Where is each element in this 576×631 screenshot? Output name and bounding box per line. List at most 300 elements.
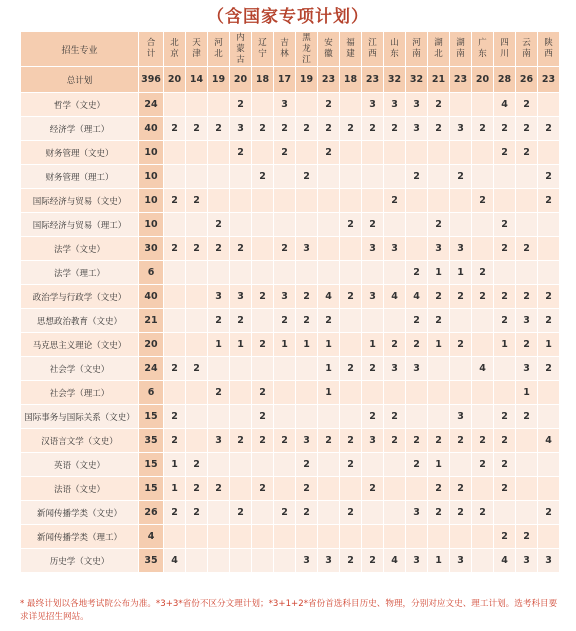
header-province-char: 京 [170,49,179,59]
quota-cell: 2 [472,117,494,141]
quota-cell [516,429,538,453]
quota-cell [538,525,560,549]
quota-cell [274,381,296,405]
quota-cell [208,93,230,117]
header-province [472,32,494,67]
quota-cell: 4 [406,285,428,309]
header-province-char: 内 [236,32,245,43]
header-province-char: 天 [192,38,201,48]
major-name: 国际经济与贸易（理工） [21,213,139,237]
quota-cell: 2 [494,285,516,309]
header-province-char: 江 [302,54,311,65]
quota-cell [296,141,318,165]
quota-cell [230,477,252,501]
row-total: 40 [139,117,164,141]
quota-cell [318,261,340,285]
quota-cell [516,261,538,285]
quota-cell: 2 [516,141,538,165]
quota-cell [516,213,538,237]
quota-cell: 2 [494,237,516,261]
quota-cell: 2 [164,117,186,141]
quota-cell: 2 [164,237,186,261]
quota-cell [230,549,252,573]
quota-cell: 2 [494,213,516,237]
quota-cell: 2 [230,93,252,117]
quota-cell: 4 [494,549,516,573]
quota-cell [406,477,428,501]
major-name: 国际经济与贸易（文史） [21,189,139,213]
quota-cell [230,405,252,429]
major-name: 新闻传播学类（文史） [21,501,139,525]
header-province-char: 南 [456,49,465,59]
quota-cell [340,165,362,189]
quota-cell [164,381,186,405]
quota-cell: 2 [230,237,252,261]
header-province-char: 建 [346,49,355,59]
quota-cell [538,477,560,501]
quota-cell: 2 [362,549,384,573]
quota-cell [164,141,186,165]
quota-cell: 17 [274,67,296,93]
quota-cell [164,165,186,189]
quota-cell [252,93,274,117]
quota-cell: 2 [274,429,296,453]
quota-cell [494,189,516,213]
quota-cell: 1 [538,333,560,357]
quota-cell: 3 [362,93,384,117]
quota-cell [428,141,450,165]
quota-cell [450,453,472,477]
quota-cell [472,381,494,405]
header-total-char: 合 [146,38,156,48]
quota-cell: 2 [450,285,472,309]
quota-cell: 2 [428,477,450,501]
quota-cell [516,453,538,477]
header-province [428,32,450,67]
quota-cell: 3 [362,429,384,453]
quota-cell: 2 [230,309,252,333]
header-province-char: 徽 [324,49,333,59]
quota-cell: 2 [296,309,318,333]
quota-cell: 2 [208,381,230,405]
quota-cell: 2 [538,285,560,309]
quota-cell [186,213,208,237]
quota-cell [230,189,252,213]
header-province-char: 川 [500,49,509,59]
quota-cell [296,261,318,285]
quota-cell [428,357,450,381]
quota-cell: 2 [362,117,384,141]
quota-cell [164,525,186,549]
quota-cell [450,141,472,165]
quota-cell [384,141,406,165]
header-province [296,32,318,67]
quota-cell [274,549,296,573]
quota-cell: 3 [274,93,296,117]
quota-cell [450,525,472,549]
quota-cell [472,333,494,357]
major-name: 历史学（文史） [21,549,139,573]
quota-cell [406,405,428,429]
quota-cell: 1 [362,333,384,357]
quota-cell [450,309,472,333]
quota-cell: 2 [494,429,516,453]
quota-cell [450,213,472,237]
quota-cell [318,525,340,549]
header-province [406,32,428,67]
quota-cell [340,405,362,429]
quota-cell: 2 [494,477,516,501]
quota-cell: 1 [318,357,340,381]
major-name: 法学（理工） [21,261,139,285]
quota-cell [472,405,494,429]
quota-cell [274,165,296,189]
quota-cell: 2 [538,501,560,525]
quota-cell: 2 [340,429,362,453]
quota-cell: 1 [208,333,230,357]
quota-cell [428,165,450,189]
quota-cell: 2 [406,309,428,333]
quota-cell: 20 [472,67,494,93]
table-row [21,501,560,525]
quota-cell [318,165,340,189]
header-province [164,32,186,67]
table-row [21,453,560,477]
quota-cell: 1 [428,261,450,285]
row-total: 30 [139,237,164,261]
quota-cell: 2 [384,189,406,213]
quota-cell: 2 [340,549,362,573]
quota-cell: 2 [186,117,208,141]
quota-cell: 2 [340,501,362,525]
table-row [21,165,560,189]
table-row [21,285,560,309]
quota-cell: 2 [472,453,494,477]
major-name: 经济学（理工） [21,117,139,141]
quota-cell [208,261,230,285]
table-row [21,549,560,573]
quota-cell: 23 [538,67,560,93]
quota-cell: 2 [274,309,296,333]
quota-cell: 20 [230,67,252,93]
quota-cell: 2 [362,357,384,381]
quota-cell: 2 [208,213,230,237]
quota-cell [362,525,384,549]
header-province-char: 蒙 [236,43,245,54]
major-name: 财务管理（理工） [21,165,139,189]
row-total: 21 [139,309,164,333]
quota-cell [384,165,406,189]
row-total: 20 [139,333,164,357]
header-province-char: 河 [412,38,421,48]
quota-cell: 2 [538,189,560,213]
quota-cell [340,141,362,165]
quota-cell [362,141,384,165]
quota-cell: 1 [318,381,340,405]
quota-cell: 4 [318,285,340,309]
quota-cell [318,213,340,237]
quota-cell: 2 [274,117,296,141]
quota-cell [494,501,516,525]
quota-cell: 2 [296,285,318,309]
quota-cell [340,189,362,213]
quota-cell: 2 [450,333,472,357]
quota-cell [472,549,494,573]
quota-cell: 2 [538,165,560,189]
quota-cell [318,405,340,429]
quota-cell [362,381,384,405]
quota-cell: 2 [538,357,560,381]
quota-cell: 2 [252,477,274,501]
quota-cell [186,333,208,357]
quota-cell [252,453,274,477]
quota-cell: 2 [538,117,560,141]
quota-cell: 2 [208,309,230,333]
quota-cell: 2 [252,429,274,453]
major-name: 社会学（理工） [21,381,139,405]
quota-cell [186,429,208,453]
quota-cell [516,189,538,213]
quota-cell: 2 [494,453,516,477]
quota-cell: 1 [164,453,186,477]
row-total: 15 [139,477,164,501]
header-province [538,32,560,67]
quota-cell [450,189,472,213]
table-row [21,189,560,213]
quota-cell: 2 [494,525,516,549]
quota-cell [296,405,318,429]
quota-cell: 2 [318,429,340,453]
quota-cell [340,261,362,285]
quota-cell [362,501,384,525]
quota-cell: 2 [340,285,362,309]
quota-cell [472,141,494,165]
quota-cell: 2 [340,453,362,477]
quota-cell [230,165,252,189]
quota-cell: 3 [406,117,428,141]
quota-cell: 2 [230,501,252,525]
quota-cell [230,261,252,285]
quota-cell [340,477,362,501]
quota-cell [538,453,560,477]
quota-cell [318,501,340,525]
table-row [21,381,560,405]
quota-cell: 2 [406,261,428,285]
quota-cell [274,189,296,213]
quota-cell: 2 [362,477,384,501]
table-row [21,309,560,333]
quota-cell: 2 [472,429,494,453]
quota-cell: 3 [406,93,428,117]
table-row [21,213,560,237]
quota-cell [340,93,362,117]
quota-cell: 19 [208,67,230,93]
quota-cell: 3 [428,237,450,261]
header-province-char: 津 [192,49,201,59]
quota-cell [362,453,384,477]
row-total: 24 [139,93,164,117]
quota-cell: 2 [252,333,274,357]
header-province [318,32,340,67]
quota-cell [472,213,494,237]
header-province-char: 辽 [258,38,267,48]
quota-cell [472,165,494,189]
header-province [362,32,384,67]
quota-cell [230,381,252,405]
quota-cell [186,285,208,309]
quota-cell [472,93,494,117]
quota-cell: 21 [428,67,450,93]
quota-cell: 1 [428,333,450,357]
quota-cell: 2 [384,405,406,429]
quota-cell: 3 [450,117,472,141]
quota-cell: 3 [516,309,538,333]
major-name: 汉语言文学（文史） [21,429,139,453]
quota-cell [252,357,274,381]
quota-cell: 23 [450,67,472,93]
quota-cell: 2 [516,237,538,261]
header-province-char: 安 [324,38,333,48]
quota-cell [340,309,362,333]
quota-cell [230,213,252,237]
quota-cell: 3 [296,549,318,573]
header-province-char: 林 [280,49,289,59]
quota-cell [186,525,208,549]
quota-cell [208,453,230,477]
header-province-char: 湖 [456,38,465,48]
quota-cell [274,453,296,477]
major-name: 法语（文史） [21,477,139,501]
quota-cell [384,501,406,525]
quota-cell: 2 [318,117,340,141]
quota-cell: 2 [516,333,538,357]
quota-cell: 3 [362,285,384,309]
quota-cell [362,261,384,285]
header-province-char: 陕 [544,38,553,48]
total-plan-row [21,67,560,93]
header-province-char: 福 [346,38,355,48]
quota-cell [186,165,208,189]
major-name: 英语（文史） [21,453,139,477]
row-total: 4 [139,525,164,549]
quota-cell: 2 [384,429,406,453]
quota-cell: 2 [516,525,538,549]
header-province-char: 湖 [434,38,443,48]
row-total: 396 [139,67,164,93]
quota-cell [252,141,274,165]
quota-cell: 2 [516,93,538,117]
quota-cell: 3 [208,429,230,453]
major-name: 总计划 [21,67,139,93]
quota-cell [516,501,538,525]
quota-cell: 2 [252,381,274,405]
quota-cell [208,525,230,549]
quota-cell: 4 [384,285,406,309]
quota-cell [406,189,428,213]
quota-cell [208,357,230,381]
table-row [21,333,560,357]
quota-cell: 3 [296,429,318,453]
quota-cell: 2 [494,141,516,165]
row-total: 15 [139,405,164,429]
quota-cell: 32 [406,67,428,93]
quota-cell [274,405,296,429]
quota-cell: 2 [164,429,186,453]
quota-cell: 3 [318,549,340,573]
quota-cell [538,141,560,165]
quota-cell [252,213,274,237]
quota-cell [384,381,406,405]
header-province-char: 北 [170,38,179,48]
quota-cell [362,309,384,333]
quota-cell [186,549,208,573]
quota-cell: 2 [274,141,296,165]
quota-cell: 14 [186,67,208,93]
header-total [139,32,164,67]
row-total: 6 [139,381,164,405]
quota-cell: 1 [428,549,450,573]
header-province-char: 西 [368,49,377,59]
header-province-char: 龙 [302,43,311,54]
quota-cell [186,141,208,165]
table-row [21,429,560,453]
quota-cell: 2 [274,501,296,525]
quota-cell: 2 [318,309,340,333]
row-total: 26 [139,501,164,525]
quota-cell: 3 [450,405,472,429]
quota-cell [230,453,252,477]
quota-cell: 2 [450,477,472,501]
quota-cell [164,213,186,237]
quota-cell [296,189,318,213]
table-row [21,405,560,429]
header-province [274,32,296,67]
quota-cell [252,549,274,573]
quota-cell: 1 [164,477,186,501]
header-province [186,32,208,67]
quota-cell: 2 [340,357,362,381]
header-total-char: 计 [146,49,156,59]
quota-cell [252,501,274,525]
quota-cell [208,501,230,525]
quota-cell [318,477,340,501]
header-province [208,32,230,67]
quota-cell [494,357,516,381]
quota-cell: 1 [318,333,340,357]
quota-cell [450,357,472,381]
quota-cell: 1 [274,333,296,357]
quota-cell: 2 [186,357,208,381]
quota-cell [230,525,252,549]
quota-cell [538,93,560,117]
quota-cell: 2 [274,237,296,261]
quota-cell [186,381,208,405]
row-total: 10 [139,165,164,189]
quota-cell: 2 [406,165,428,189]
row-total: 15 [139,453,164,477]
major-name: 法学（文史） [21,237,139,261]
row-total: 40 [139,285,164,309]
header-province-char: 河 [214,38,223,48]
quota-cell: 4 [384,549,406,573]
row-total: 6 [139,261,164,285]
row-total: 24 [139,357,164,381]
quota-cell: 1 [230,333,252,357]
header-province [450,32,472,67]
quota-cell: 3 [406,357,428,381]
quota-cell: 2 [428,309,450,333]
quota-cell: 2 [428,429,450,453]
